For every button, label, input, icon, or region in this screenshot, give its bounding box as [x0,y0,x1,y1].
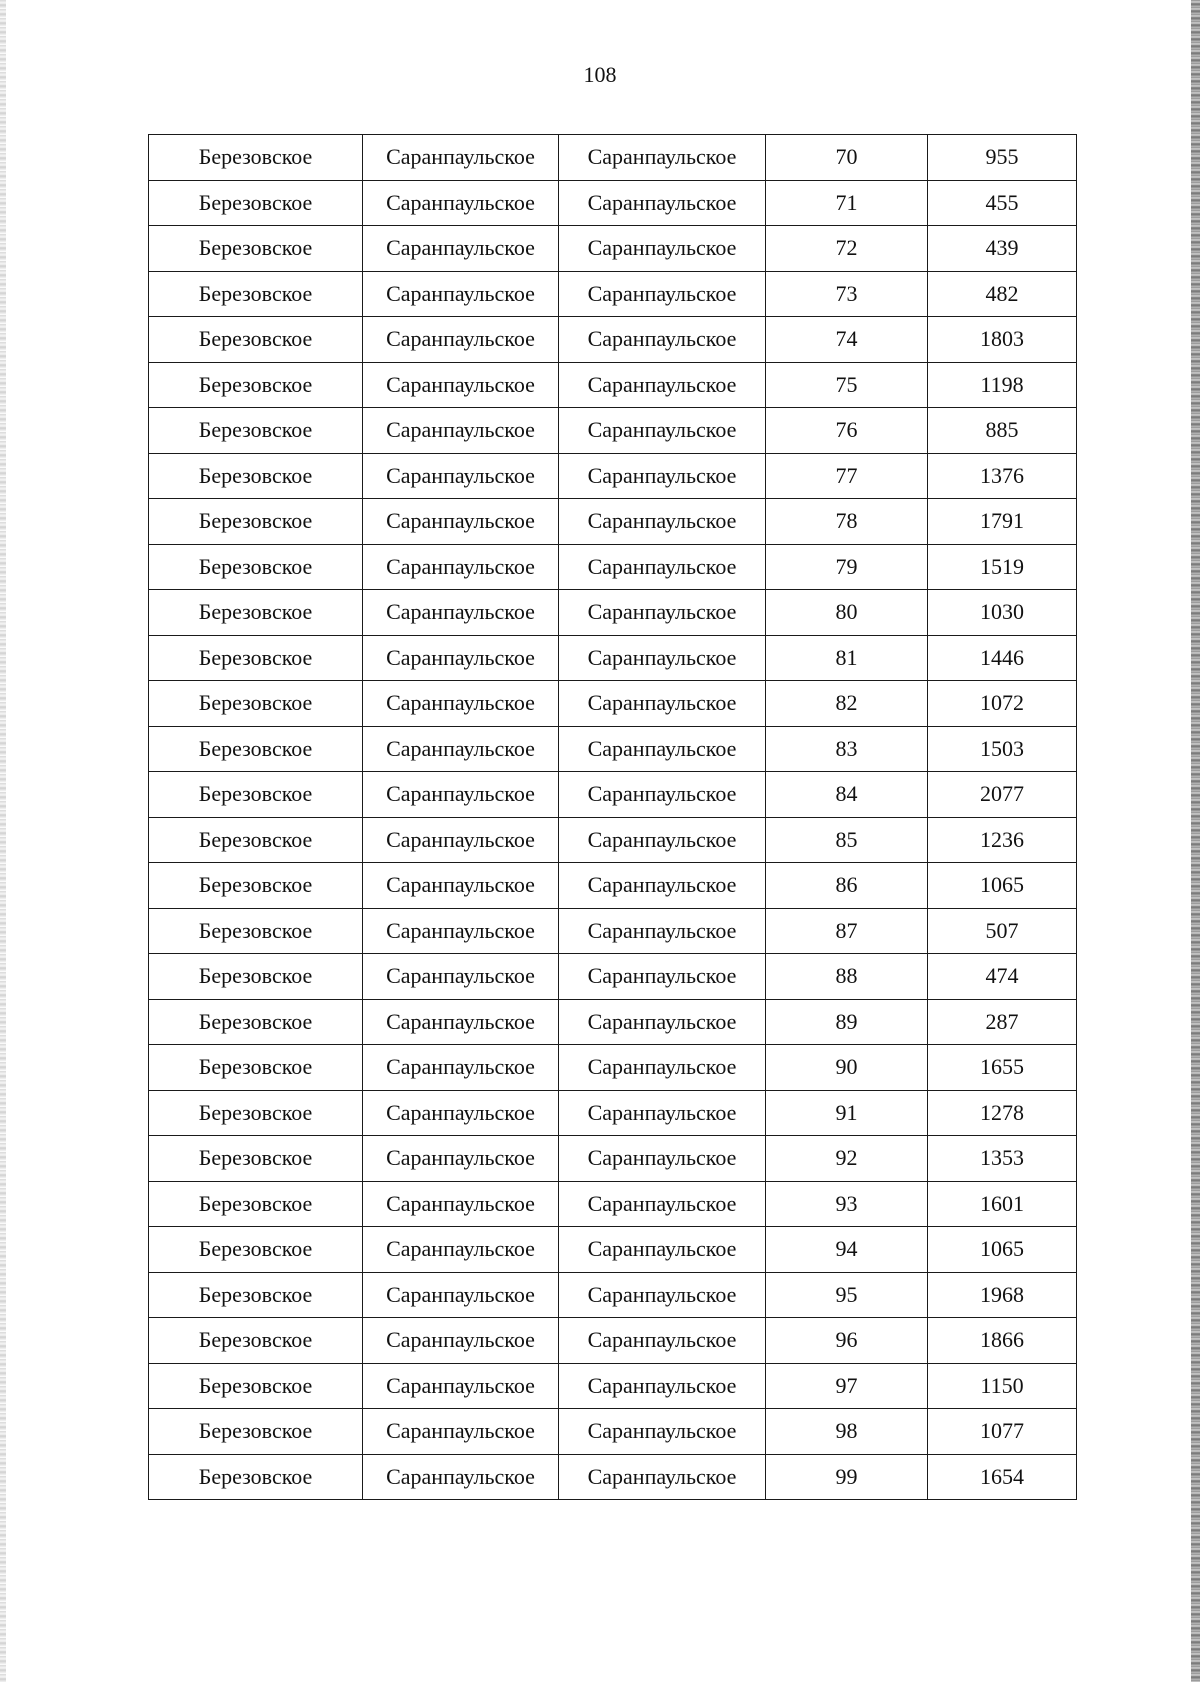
district-cell: Березовское [149,1227,363,1273]
number-cell: 70 [766,135,928,181]
district-cell: Березовское [149,772,363,818]
locality-cell: Саранпаульское [559,908,766,954]
settlement-cell: Саранпаульское [363,590,559,636]
table-row [149,1454,1077,1500]
settlement-cell: Саранпаульское [363,180,559,226]
number-cell: 78 [766,499,928,545]
settlement-cell: Саранпаульское [363,1272,559,1318]
settlement-cell: Саранпаульское [363,135,559,181]
number-cell: 73 [766,271,928,317]
district-cell: Березовское [149,226,363,272]
district-cell: Березовское [149,681,363,727]
value-cell: 2077 [928,772,1077,818]
number-cell: 97 [766,1363,928,1409]
locality-cell: Саранпаульское [559,999,766,1045]
locality-cell: Саранпаульское [559,863,766,909]
settlement-cell: Саранпаульское [363,1136,559,1182]
locality-cell: Саранпаульское [559,681,766,727]
district-cell: Березовское [149,590,363,636]
table-row [149,1409,1077,1455]
table-row [149,544,1077,590]
settlement-cell: Саранпаульское [363,1318,559,1364]
settlement-cell: Саранпаульское [363,544,559,590]
district-cell: Березовское [149,863,363,909]
locality-cell: Саранпаульское [559,499,766,545]
locality-cell: Саранпаульское [559,408,766,454]
value-cell: 1065 [928,863,1077,909]
locality-cell: Саранпаульское [559,1136,766,1182]
table-row [149,317,1077,363]
district-cell: Березовское [149,635,363,681]
locality-cell: Саранпаульское [559,226,766,272]
settlement-cell: Саранпаульское [363,954,559,1000]
number-cell: 80 [766,590,928,636]
value-cell: 455 [928,180,1077,226]
district-cell: Березовское [149,817,363,863]
settlement-cell: Саранпаульское [363,1409,559,1455]
value-cell: 1065 [928,1227,1077,1273]
settlement-cell: Саранпаульское [363,635,559,681]
table-row [149,954,1077,1000]
settlement-cell: Саранпаульское [363,1181,559,1227]
locality-cell: Саранпаульское [559,271,766,317]
settlement-cell: Саранпаульское [363,817,559,863]
data-table [148,134,1077,1500]
locality-cell: Саранпаульское [559,1090,766,1136]
district-cell: Березовское [149,453,363,499]
number-cell: 81 [766,635,928,681]
locality-cell: Саранпаульское [559,726,766,772]
number-cell: 96 [766,1318,928,1364]
number-cell: 71 [766,180,928,226]
district-cell: Березовское [149,135,363,181]
district-cell: Березовское [149,999,363,1045]
settlement-cell: Саранпаульское [363,317,559,363]
table-row [149,362,1077,408]
number-cell: 82 [766,681,928,727]
locality-cell: Саранпаульское [559,1227,766,1273]
settlement-cell: Саранпаульское [363,453,559,499]
value-cell: 482 [928,271,1077,317]
locality-cell: Саранпаульское [559,1045,766,1091]
locality-cell: Саранпаульское [559,544,766,590]
district-cell: Березовское [149,180,363,226]
locality-cell: Саранпаульское [559,590,766,636]
number-cell: 95 [766,1272,928,1318]
settlement-cell: Саранпаульское [363,1363,559,1409]
table-row [149,135,1077,181]
locality-cell: Саранпаульское [559,1318,766,1364]
table-row [149,681,1077,727]
table-row [149,226,1077,272]
locality-cell: Саранпаульское [559,635,766,681]
table-row [149,408,1077,454]
value-cell: 1150 [928,1363,1077,1409]
value-cell: 439 [928,226,1077,272]
table-row [149,180,1077,226]
district-cell: Березовское [149,954,363,1000]
table-row [149,999,1077,1045]
district-cell: Березовское [149,726,363,772]
number-cell: 86 [766,863,928,909]
table-row [149,635,1077,681]
district-cell: Березовское [149,544,363,590]
value-cell: 1503 [928,726,1077,772]
district-cell: Березовское [149,1136,363,1182]
district-cell: Березовское [149,1454,363,1500]
locality-cell: Саранпаульское [559,453,766,499]
number-cell: 72 [766,226,928,272]
number-cell: 91 [766,1090,928,1136]
value-cell: 1968 [928,1272,1077,1318]
value-cell: 1803 [928,317,1077,363]
table-row [149,863,1077,909]
locality-cell: Саранпаульское [559,1181,766,1227]
value-cell: 1077 [928,1409,1077,1455]
locality-cell: Саранпаульское [559,317,766,363]
value-cell: 1353 [928,1136,1077,1182]
number-cell: 92 [766,1136,928,1182]
number-cell: 74 [766,317,928,363]
settlement-cell: Саранпаульское [363,908,559,954]
page-number: 108 [583,62,617,87]
number-cell: 87 [766,908,928,954]
table-row [149,453,1077,499]
settlement-cell: Саранпаульское [363,1090,559,1136]
scan-edge-right [1191,0,1200,1682]
settlement-cell: Саранпаульское [363,362,559,408]
settlement-cell: Саранпаульское [363,408,559,454]
table-row [149,1090,1077,1136]
value-cell: 1236 [928,817,1077,863]
number-cell: 77 [766,453,928,499]
district-cell: Березовское [149,317,363,363]
number-cell: 94 [766,1227,928,1273]
value-cell: 287 [928,999,1077,1045]
table-row [149,772,1077,818]
value-cell: 1198 [928,362,1077,408]
locality-cell: Саранпаульское [559,135,766,181]
value-cell: 1654 [928,1454,1077,1500]
locality-cell: Саранпаульское [559,1409,766,1455]
value-cell: 1519 [928,544,1077,590]
district-cell: Березовское [149,499,363,545]
table-row [149,1318,1077,1364]
table-row [149,1363,1077,1409]
district-cell: Березовское [149,1363,363,1409]
value-cell: 507 [928,908,1077,954]
value-cell: 1866 [928,1318,1077,1364]
settlement-cell: Саранпаульское [363,499,559,545]
locality-cell: Саранпаульское [559,180,766,226]
table-row [149,1045,1077,1091]
locality-cell: Саранпаульское [559,817,766,863]
table-row [149,1181,1077,1227]
table-row [149,1227,1077,1273]
value-cell: 1376 [928,453,1077,499]
settlement-cell: Саранпаульское [363,1045,559,1091]
locality-cell: Саранпаульское [559,1272,766,1318]
district-cell: Березовское [149,1045,363,1091]
number-cell: 93 [766,1181,928,1227]
table-body [149,135,1077,1500]
table-row [149,1272,1077,1318]
locality-cell: Саранпаульское [559,1454,766,1500]
value-cell: 1030 [928,590,1077,636]
value-cell: 1072 [928,681,1077,727]
locality-cell: Саранпаульское [559,954,766,1000]
table-row [149,817,1077,863]
district-cell: Березовское [149,1272,363,1318]
table-row [149,1136,1077,1182]
settlement-cell: Саранпаульское [363,226,559,272]
district-cell: Березовское [149,271,363,317]
number-cell: 84 [766,772,928,818]
district-cell: Березовское [149,408,363,454]
district-cell: Березовское [149,1318,363,1364]
scan-edge-left [0,0,6,1682]
table-row [149,590,1077,636]
district-cell: Березовское [149,362,363,408]
number-cell: 88 [766,954,928,1000]
number-cell: 99 [766,1454,928,1500]
locality-cell: Саранпаульское [559,1363,766,1409]
settlement-cell: Саранпаульское [363,772,559,818]
value-cell: 885 [928,408,1077,454]
settlement-cell: Саранпаульское [363,863,559,909]
district-cell: Березовское [149,908,363,954]
value-cell: 1601 [928,1181,1077,1227]
value-cell: 955 [928,135,1077,181]
settlement-cell: Саранпаульское [363,999,559,1045]
number-cell: 79 [766,544,928,590]
value-cell: 1446 [928,635,1077,681]
district-cell: Березовское [149,1090,363,1136]
table-row [149,271,1077,317]
value-cell: 1791 [928,499,1077,545]
district-cell: Березовское [149,1409,363,1455]
value-cell: 1278 [928,1090,1077,1136]
district-cell: Березовское [149,1181,363,1227]
settlement-cell: Саранпаульское [363,1454,559,1500]
value-cell: 1655 [928,1045,1077,1091]
number-cell: 85 [766,817,928,863]
value-cell: 474 [928,954,1077,1000]
settlement-cell: Саранпаульское [363,726,559,772]
number-cell: 90 [766,1045,928,1091]
table-row [149,499,1077,545]
number-cell: 89 [766,999,928,1045]
settlement-cell: Саранпаульское [363,1227,559,1273]
table-row [149,908,1077,954]
number-cell: 83 [766,726,928,772]
number-cell: 75 [766,362,928,408]
number-cell: 76 [766,408,928,454]
locality-cell: Саранпаульское [559,772,766,818]
settlement-cell: Саранпаульское [363,271,559,317]
table-row [149,726,1077,772]
number-cell: 98 [766,1409,928,1455]
locality-cell: Саранпаульское [559,362,766,408]
settlement-cell: Саранпаульское [363,681,559,727]
